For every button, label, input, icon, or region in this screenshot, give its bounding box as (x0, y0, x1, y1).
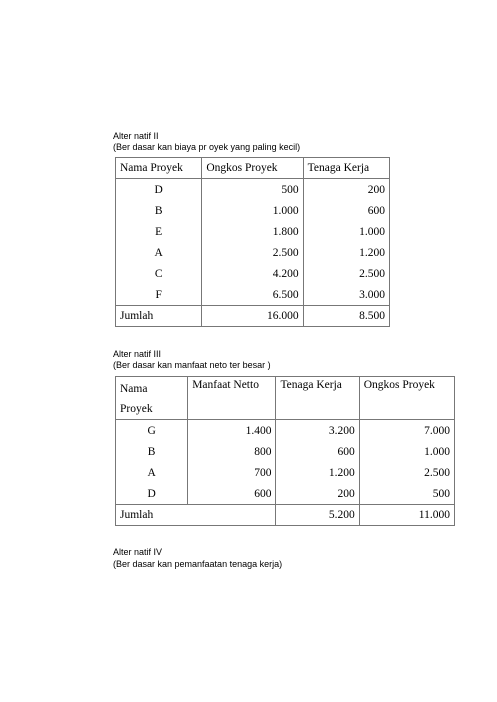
total-tenaga: 5.200 (276, 505, 359, 526)
cell-tenaga: 600 (303, 200, 389, 221)
cell-proyek: A (116, 242, 202, 263)
cell-tenaga: 1.000 (303, 221, 389, 242)
section-2-title: Alter natif II (113, 131, 159, 141)
cell-proyek: C (116, 263, 202, 284)
cell-ongkos: 2.500 (202, 242, 303, 263)
cell-tenaga: 1.200 (303, 242, 389, 263)
table-alternatif-2 (115, 157, 390, 327)
cell-ongkos: 2.500 (359, 462, 454, 483)
header-ongkos-proyek: Ongkos Proyek (359, 377, 454, 420)
cell-tenaga: 2.500 (303, 263, 389, 284)
table-total-row (116, 306, 390, 327)
table-row (116, 284, 390, 306)
cell-manfaat: 1.400 (188, 420, 276, 442)
cell-ongkos: 500 (202, 179, 303, 201)
cell-proyek: D (116, 179, 202, 201)
cell-ongkos: 7.000 (359, 420, 454, 442)
section-4-title: Alter natif IV (113, 547, 163, 557)
header-nama-proyek: Nama Proyek (116, 158, 202, 179)
table-row (116, 221, 390, 242)
table-row (116, 462, 455, 483)
header-tenaga-kerja: Tenaga Kerja (303, 158, 389, 179)
cell-tenaga: 3.000 (303, 284, 389, 306)
section-2-subtitle: (Ber dasar kan biaya pr oyek yang paling kecil) (113, 142, 301, 152)
table-row (116, 179, 390, 201)
cell-manfaat: 700 (188, 462, 276, 483)
table-total-row (116, 505, 455, 526)
header-manfaat-netto: Manfaat Netto (188, 377, 276, 420)
header-nama-proyek (116, 377, 188, 420)
cell-proyek: D (116, 483, 188, 505)
header-nama: Nama (120, 383, 148, 395)
table-header-row (116, 158, 390, 179)
cell-ongkos: 4.200 (202, 263, 303, 284)
cell-tenaga: 1.200 (276, 462, 359, 483)
cell-ongkos: 1.000 (359, 441, 454, 462)
total-label: Jumlah (116, 306, 202, 327)
cell-tenaga: 600 (276, 441, 359, 462)
cell-ongkos: 1.000 (202, 200, 303, 221)
table-row (116, 441, 455, 462)
section-3-title: Alter natif III (113, 349, 162, 359)
table-row (116, 263, 390, 284)
cell-manfaat: 800 (188, 441, 276, 462)
table-row (116, 483, 455, 505)
total-tenaga: 8.500 (303, 306, 389, 327)
cell-proyek: B (116, 200, 202, 221)
section-4-subtitle: (Ber dasar kan pemanfaatan tenaga kerja) (113, 559, 283, 569)
section-3-subtitle: (Ber dasar kan manfaat neto ter besar ) (113, 360, 271, 370)
cell-proyek: G (116, 420, 188, 442)
table-alternatif-3 (115, 376, 455, 526)
cell-proyek: B (116, 441, 188, 462)
table-row (116, 242, 390, 263)
table-row (116, 200, 390, 221)
header-proyek: Proyek (120, 403, 153, 415)
cell-proyek: E (116, 221, 202, 242)
header-ongkos-proyek: Ongkos Proyek (202, 158, 303, 179)
cell-tenaga: 200 (303, 179, 389, 201)
cell-ongkos: 6.500 (202, 284, 303, 306)
cell-proyek: A (116, 462, 188, 483)
total-ongkos: 11.000 (359, 505, 454, 526)
total-label: Jumlah (116, 505, 276, 526)
cell-ongkos: 500 (359, 483, 454, 505)
cell-ongkos: 1.800 (202, 221, 303, 242)
table-header-row (116, 377, 455, 420)
table-row (116, 420, 455, 442)
header-tenaga-kerja: Tenaga Kerja (276, 377, 359, 420)
cell-tenaga: 3.200 (276, 420, 359, 442)
cell-manfaat: 600 (188, 483, 276, 505)
total-ongkos: 16.000 (202, 306, 303, 327)
cell-proyek: F (116, 284, 202, 306)
cell-tenaga: 200 (276, 483, 359, 505)
